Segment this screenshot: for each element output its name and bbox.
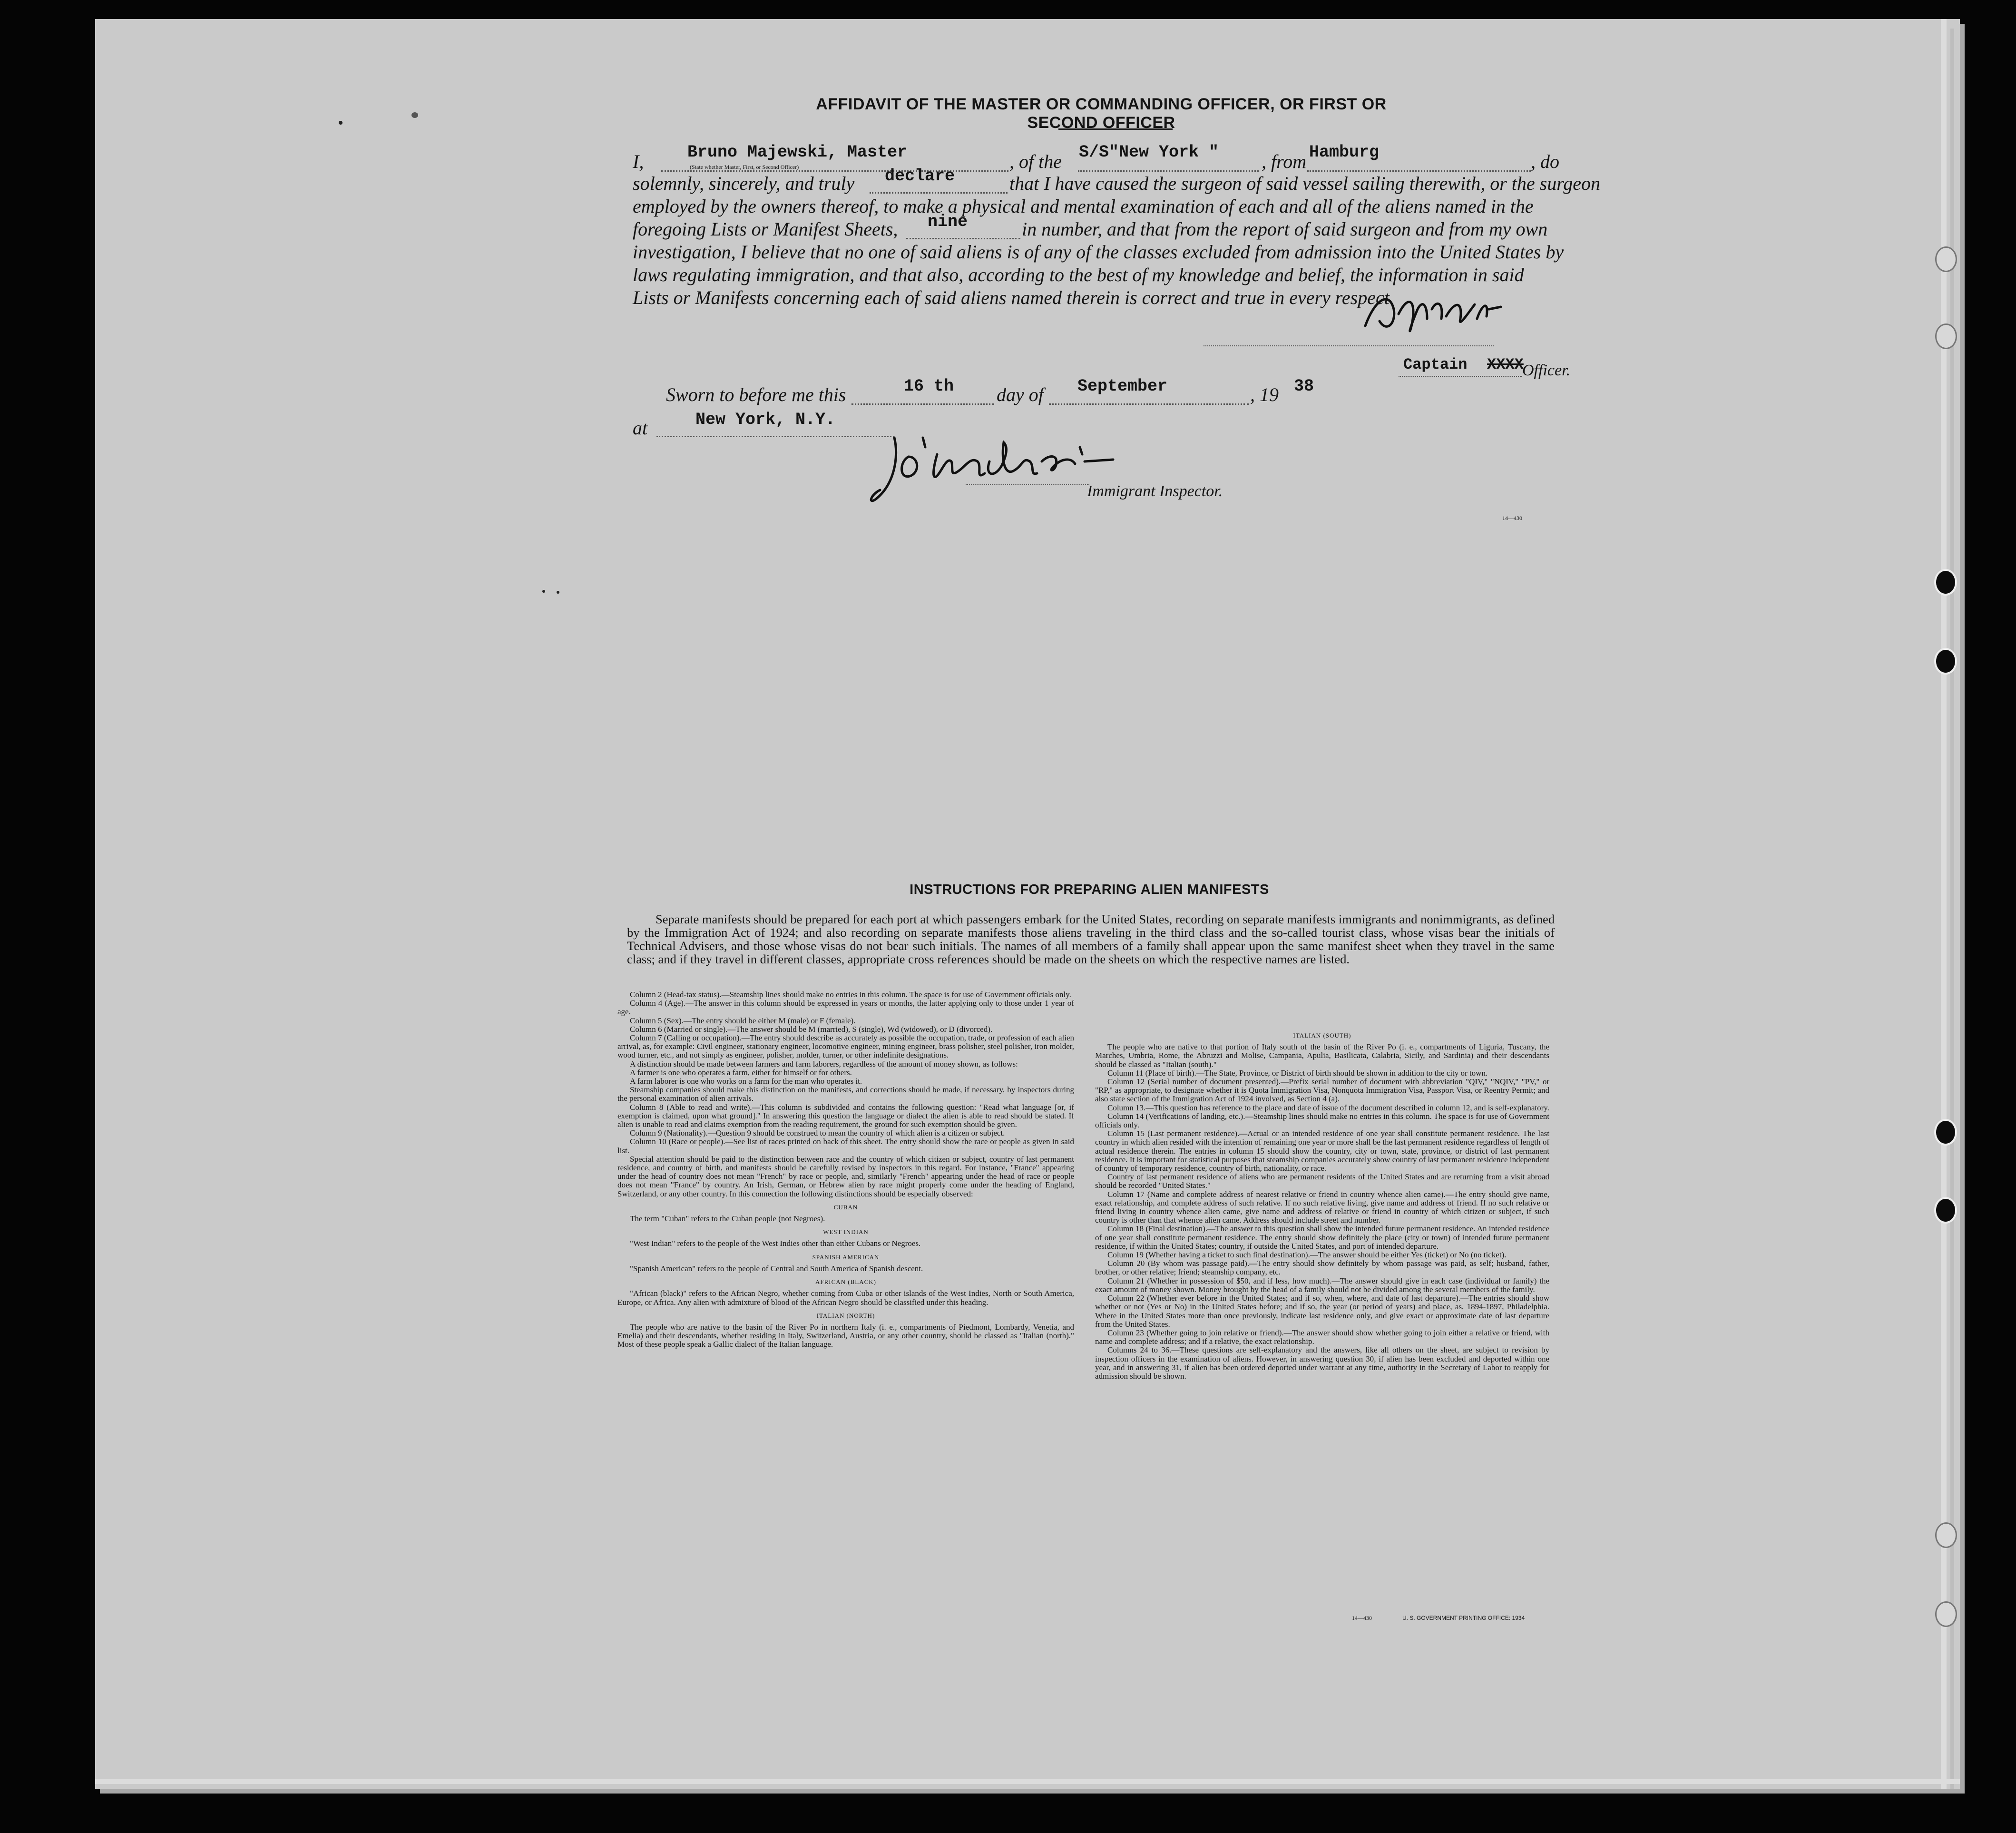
instruction-paragraph: Column 20 (By whom was passage paid).—The entry should show definitely by whom passage was paid, as self; husband, father, brother, or other relative; friend; steamship company, etc. <box>1095 1259 1549 1277</box>
rank-field: Captain <box>1403 356 1468 373</box>
instructions-left-column <box>617 990 1074 1349</box>
place-field: New York, N.Y. <box>695 410 836 429</box>
instruction-paragraph: Column 2 (Head-tax status).—Steamship lines should make no entries in this column. The space is for use of Government officials only. <box>630 990 1071 999</box>
at-label: at <box>633 417 648 439</box>
instruction-paragraph: Column 6 (Married or single).—The answer should be M (married), S (single), Wd (widowed), or D (divorced). <box>630 1024 993 1034</box>
instruction-paragraph: Columns 24 to 36.—These questions are self-explanatory and the answers, like all others on the sheet, are subject to revision by inspection officers in the examination of aliens. However, in answering question 30, if alien has been excluded and deported within one year, and in answering 31, if alien has been ordered deported under warrant at any time, authority in the Secretary of Labor to reapply for admission should be shown. <box>1095 1345 1549 1381</box>
instruction-paragraph: The term "Cuban" refers to the Cuban people (not Negroes). <box>630 1214 825 1224</box>
instruction-paragraph: Column 10 (Race or people).—See list of races printed on back of this sheet. The entry should show the race or people as given in said list. <box>617 1137 1074 1155</box>
punch-hole-icon <box>1934 648 1957 675</box>
signature-line <box>1204 345 1494 346</box>
affidavit-text-line: solemnly, sincerely, and truly <box>633 173 855 194</box>
form-number: 14—430 <box>1502 515 1522 521</box>
instruction-paragraph: Country of last permanent residence of aliens who are permanent residents of the United States and are returning from a visit abroad should be recorded "United States." <box>1095 1172 1549 1190</box>
vessel-underline <box>1078 170 1259 172</box>
instruction-paragraph: Column 4 (Age).—The answer in this column should be expressed in years or months, the latter applying only to those under 1 year of age. <box>617 999 1074 1017</box>
punch-hole-icon <box>1935 1601 1957 1627</box>
instruction-paragraph: The people who are native to the basin of the River Po in northern Italy (i. e., compartments of Piedmont, Lombardy, Venetia, and Emelia) and their descendants, whether residing in Italy, Switzerland, Austria, or any other country, should be classed as "Italian (north)." Most of these people speak a Gallic dialect of the Italian language. <box>617 1322 1074 1349</box>
inspector-signature <box>866 428 1132 514</box>
punch-hole-icon <box>1934 1197 1957 1224</box>
ink-speck <box>411 112 418 118</box>
punch-hole-icon <box>1934 569 1957 596</box>
master-name-field: Bruno Majewski, Master <box>687 143 908 162</box>
declare-field: declare <box>885 167 955 186</box>
section-heading: CUBAN <box>833 1203 858 1211</box>
instruction-paragraph: "West Indian" refers to the people of the West Indies other than either Cubans or Negroes. <box>630 1239 921 1248</box>
instruction-paragraph: Column 7 (Calling or occupation).—The entry should describe as accurately as possible the occupation, trade, or profession of each alien arrival, as, for example: Civil engineer, stationary engineer, locomotive engineer, mining engineer, brass polisher, steel polisher, iron molder, wood turner, etc., and not simply as engineer, polisher, molder, turner, or other indefinite designations. <box>617 1033 1074 1060</box>
instruction-paragraph: Column 14 (Verifications of landing, etc.).—Steamship lines should make no entries in this column. The space is for use of Government officials only. <box>1095 1111 1549 1130</box>
affidavit-text-line: employed by the owners thereof, to make a physical and mental examination of each and all of the aliens named in the <box>633 196 1534 217</box>
instruction-paragraph: A farm laborer is one who works on a farm for the man who operates it. <box>630 1077 862 1086</box>
punch-hole-icon <box>1934 1119 1957 1146</box>
place-underline <box>656 436 894 437</box>
section-heading: AFRICAN (BLACK) <box>815 1278 877 1286</box>
do-label: , do <box>1531 151 1559 172</box>
ink-speck <box>542 590 545 593</box>
affidavit-text-line: laws regulating immigration, and that also, according to the best of my knowledge and belief, the information in said <box>633 264 1524 285</box>
master-name-hint: (State whether Master, First, or Second Officer) <box>690 164 799 170</box>
rank-struck: XXXX <box>1487 356 1524 373</box>
ink-speck <box>557 591 559 594</box>
month-field: September <box>1077 377 1168 396</box>
affidavit-text-line: foregoing Lists or Manifest Sheets, <box>633 218 898 240</box>
affidavit-text-line: investigation, I believe that no one of said aliens is of any of the classes excluded from admission into the United States by <box>633 241 1564 263</box>
instruction-paragraph: Column 23 (Whether going to join relative or friend).—The answer should show whether going to join either a relative or friend, with name and complete address; and if a relative, the exact relationship. <box>1095 1328 1549 1346</box>
affidavit-text-line: Lists or Manifests concerning each of said aliens named therein is correct and true in every respect. <box>633 287 1394 308</box>
rank-underline <box>1399 376 1522 377</box>
instruction-paragraph: Column 5 (Sex).—The entry should be either M (male) or F (female). <box>630 1016 856 1025</box>
section-heading: WEST INDIAN <box>823 1228 869 1236</box>
i-label: I, <box>633 151 644 172</box>
footer-form-number: 14—430 <box>1352 1615 1372 1621</box>
ink-speck <box>339 121 343 125</box>
instructions-right-column <box>1095 1027 1549 1381</box>
of-the-label: , of the <box>1009 151 1062 172</box>
day-underline <box>851 403 994 405</box>
instruction-paragraph: Column 9 (Nationality).—Question 9 should be construed to mean the country of which alien is a citizen or subject. <box>630 1128 1005 1138</box>
instruction-paragraph: Column 21 (Whether in possession of $50, and if less, how much).—The answer should give in each case (individual or family) the exact amount of money shown. Money brought by the head of a family should not be divided among the several members of the family. <box>1095 1276 1549 1294</box>
instructions-title: INSTRUCTIONS FOR PREPARING ALIEN MANIFESTS <box>910 882 1269 897</box>
day-field: 16 th <box>904 377 954 396</box>
instruction-paragraph: Column 18 (Final destination).—The answer to this question shall show the intended future permanent residence. An intended residence of one year shall constitute permanent residence. The entry should show definitely the place (city or town) of intended future permanent residence, if within the United States; country, if outside the United States, and port of intended departure. <box>1095 1224 1549 1251</box>
sheets-field: nine <box>928 212 968 231</box>
instruction-paragraph: "Spanish American" refers to the people of Central and South America of Spanish descent. <box>630 1264 923 1273</box>
punch-hole-icon <box>1935 246 1957 272</box>
punch-hole-icon <box>1935 1522 1957 1548</box>
paper-edge <box>95 1779 1960 1784</box>
inspector-title: Immigrant Inspector. <box>1087 482 1223 500</box>
day-of-label: day of <box>997 384 1044 405</box>
from-label: , from <box>1262 151 1307 172</box>
officer-label: Officer. <box>1522 362 1571 379</box>
declare-underline <box>870 192 1008 194</box>
instruction-paragraph: Column 13.—This question has reference to the place and date of issue of the document described in column 12, and is self-explanatory. <box>1107 1103 1549 1112</box>
instruction-paragraph: A farmer is one who operates a farm, either for himself or for others. <box>630 1068 852 1077</box>
instruction-paragraph: Steamship companies should make this distinction on the manifests, and corrections should be made, if necessary, by inspectors during the personal examination of alien arrivals. <box>617 1085 1074 1103</box>
instruction-paragraph: Column 11 (Place of birth).—The State, Province, or District of birth should be shown in addition to the city or town. <box>1107 1068 1488 1078</box>
section-heading: SPANISH AMERICAN <box>812 1253 880 1261</box>
instruction-paragraph: Column 17 (Name and complete address of nearest relative or friend in country whence alien came).—The entry should give name, exact relationship, and complete address of such relative. If no such relative living, give name and address of friend. If no such relative or friend living in country whence alien came, give name and address of relative or friend in country of which citizen or subject, if such country is other than that whence alien came. Address should include street and number. <box>1095 1189 1549 1225</box>
year-prefix-label: , 19 <box>1250 384 1279 405</box>
vessel-field: S/S"New York " <box>1079 143 1219 162</box>
section-heading: ITALIAN (SOUTH) <box>1293 1032 1351 1039</box>
punch-hole-icon <box>1935 323 1957 349</box>
sworn-label: Sworn to before me this <box>666 384 846 405</box>
instruction-paragraph: Column 12 (Serial number of document presented).—Prefix serial number of document with abbreviation "QIV," "NQIV," "PV," or "RP," as appropriate, to designate whether it is Quota Immigration Visa, Nonquota Immigration Visa, Passport Visa, or Reentry Permit; and also state section of the Immigration Act of 1924 involved, as Section 4 (a). <box>1095 1077 1549 1104</box>
instruction-paragraph: Column 22 (Whether ever before in the United States; and if so, when, where, and date of last departure).—The entries should show whether or not (Yes or No) in the United States before; and if so, the year (or period of years) and place, as, 1894-1897, Philadelphia. Where in the United States more than once previously, indicate last residence only, and give exact or approximate date of last departure from the United States. <box>1095 1294 1549 1329</box>
title-rule <box>1058 128 1173 130</box>
master-signature <box>1360 281 1503 343</box>
sheets-underline <box>906 238 1020 239</box>
instruction-paragraph: "African (black)" refers to the African Negro, whether coming from Cuba or other islands of the West Indies, North or South America, Europe, or Africa. Any alien with admixture of blood of the African Negro should be classified under this heading. <box>617 1289 1074 1307</box>
instruction-paragraph: Column 8 (Able to read and write).—This column is subdivided and contains the following question: "Read what language [or, if exemption is claimed, upon what ground]." In answering this question the language or dialect the alien is able to read should be stated. If alien is unable to read and claims exemption from the reading requirement, the ground for such exemption should be given. <box>617 1102 1074 1129</box>
port-field: Hamburg <box>1309 143 1380 162</box>
instruction-paragraph: A distinction should be made between farmers and farm laborers, regardless of the amount of money shown, as follows: <box>630 1059 1018 1068</box>
printer-imprint: U. S. GOVERNMENT PRINTING OFFICE: 1934 <box>1402 1615 1525 1621</box>
month-underline <box>1049 403 1249 405</box>
port-underline <box>1307 170 1531 172</box>
instructions-intro: Separate manifests should be prepared for each port at which passengers embark for the United States, recording on separate manifests immigrants and nonimmigrants, as defined by the Immigration Act of 1924; and also recording on separate manifests those aliens traveling in the third class and the so-called tourist class, whose visas bear the initials of Technical Advisers, and those whose visas do not bear such initials. The names of all members of a family shall appear upon the same manifest sheet when they travel in the same class; and if they travel in different classes, appropriate cross references should be made on the sheets on which the respective names are listed. <box>627 912 1555 966</box>
affidavit-text-line: in number, and that from the report of said surgeon and from my own <box>1022 218 1548 240</box>
instruction-paragraph: The people who are native to that portion of Italy south of the basin of the River Po (i. e., compartments of Liguria, Tuscany, the Marches, Umbria, Rome, the Abruzzi and Molise, Campania, Apulia, Basilicata, Calabria, Sicily, and Sardinia) and their descendants should be classed as "Italian (south)." <box>1095 1042 1549 1069</box>
instruction-paragraph: Column 15 (Last permanent residence).—Actual or an intended residence of one year shall constitute permanent residence. The last country in which alien resided with the intention of remaining one year or more shall be the last permanent residence regardless of length of actual residence therein. The entries in column 15 should show the country, city or town, state, province, or district of last permanent residence. It is important for statistical purposes that steamship companies accurately show country of last permanent residence independent of country of temporary residence, country of birth, nationality, or race. <box>1095 1129 1549 1173</box>
section-heading: ITALIAN (NORTH) <box>816 1312 875 1319</box>
instruction-paragraph: Column 19 (Whether having a ticket to such final destination).—The answer should be either Yes (ticket) or No (no ticket). <box>1107 1250 1507 1260</box>
year-field: 38 <box>1294 377 1314 396</box>
instruction-paragraph: Special attention should be paid to the distinction between race and the country of which citizen or subject, country of last permanent residence, and country of birth, and manifests should be carefully revised by inspectors in this regard. For instance, "France" appearing under the head of country does not mean "French" by race or people, and, similarly "French" appearing under the head of race or people does not mean "France" by country. An Irish, German, or Hebrew alien by race might properly come under the heading of England, Switzerland, or any other country. In this connection the following distinctions should be especially observed: <box>617 1154 1074 1198</box>
inspector-signature-line <box>966 484 1089 485</box>
affidavit-title: AFFIDAVIT OF THE MASTER OR COMMANDING OFFICER, OR FIRST OR SECOND OFFICER <box>816 95 1387 132</box>
affidavit-text-line: that I have caused the surgeon of said vessel sailing therewith, or the surgeon <box>1009 173 1601 194</box>
